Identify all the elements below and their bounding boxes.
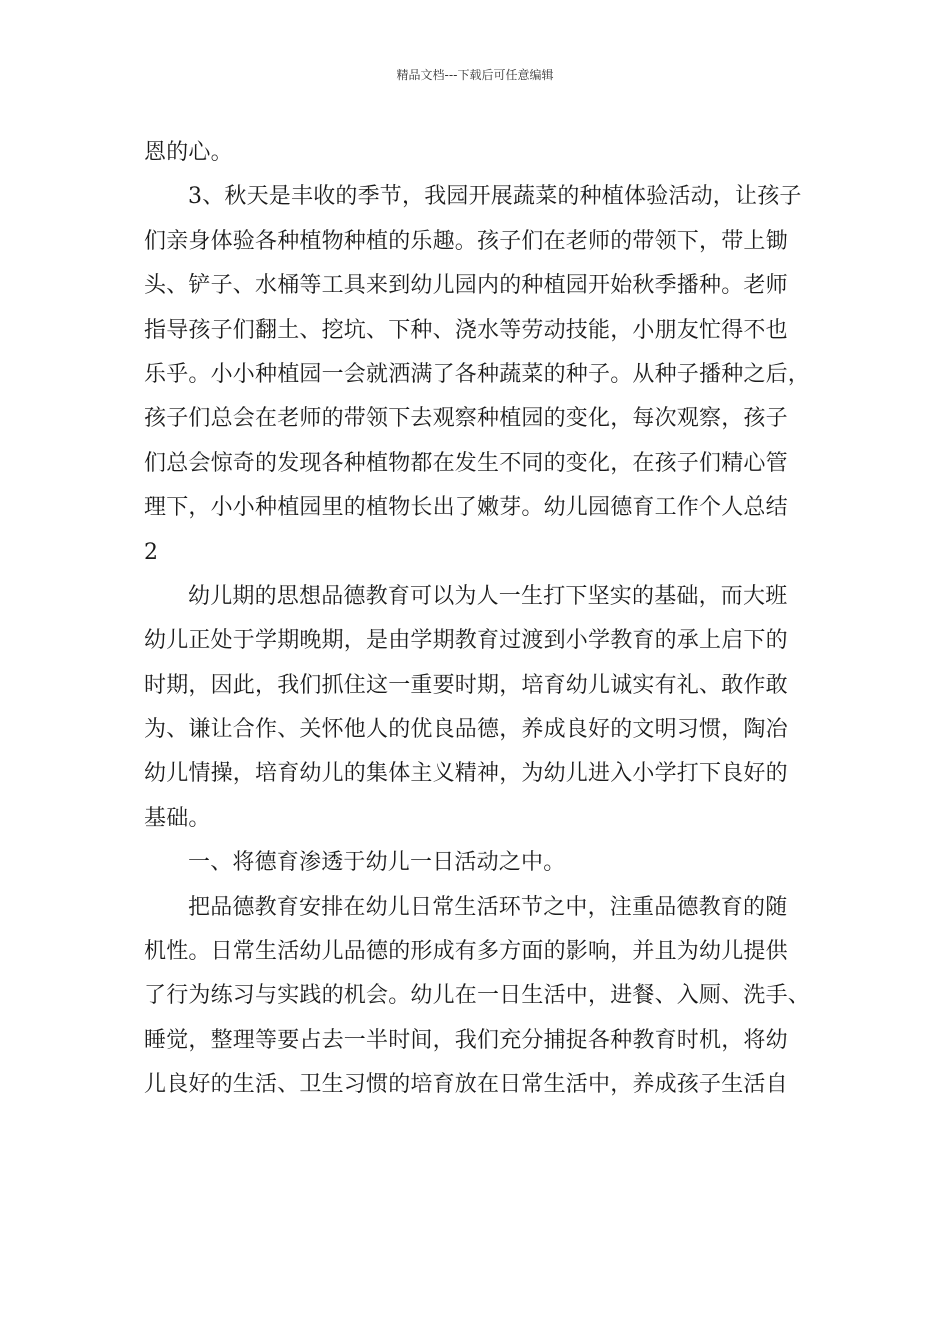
section-heading: 一、将德育渗透于幼儿一日活动之中。 <box>188 850 566 876</box>
text-line: 乐乎。小小种植园一会就洒满了各种蔬菜的种子。从种子播种之后， <box>144 361 811 387</box>
paragraph-start: 3、秋天是丰收的季节，我园开展蔬菜的种植体验活动，让孩子 <box>188 184 802 210</box>
text-line: 机性。日常生活幼儿品德的形成有多方面的影响，并且为幼儿提供 <box>144 939 788 965</box>
page-header: 精品文档---下载后可任意编辑 <box>396 68 554 82</box>
text-line: 幼儿正处于学期晚期，是由学期教育过渡到小学教育的承上启下的 <box>144 628 788 654</box>
text-line: 基础。 <box>144 805 211 831</box>
text-line: 时期，因此，我们抓住这一重要时期，培育幼儿诚实有礼、敢作敢 <box>144 672 788 698</box>
text-line: 为、谦让合作、关怀他人的优良品德，养成良好的文明习惯，陶冶 <box>144 717 788 743</box>
text-line: 指导孩子们翻土、挖坑、下种、浇水等劳动技能，小朋友忙得不也 <box>144 317 788 343</box>
text-line: 头、铲子、水桶等工具来到幼儿园内的种植园开始秋季播种。老师 <box>144 273 788 299</box>
text-line: 恩的心。 <box>144 140 233 165</box>
text-line: 儿良好的生活、卫生习惯的培育放在日常生活中，养成孩子生活自 <box>144 1072 788 1098</box>
text-line: 理下，小小种植园里的植物长出了嫩芽。幼儿园德育工作个人总结 <box>144 495 788 521</box>
paragraph-start: 把品德教育安排在幼儿日常生活环节之中，注重品德教育的随 <box>188 894 788 920</box>
paragraph-start: 幼儿期的思想品德教育可以为人一生打下坚实的基础，而大班 <box>188 583 788 609</box>
document-body <box>144 131 824 1108</box>
text-line: 了行为练习与实践的机会。幼儿在一日生活中，进餐、入厕、洗手、 <box>144 983 811 1009</box>
text-line: 2 <box>144 539 159 565</box>
text-line: 们总会惊奇的发现各种植物都在发生不同的变化，在孩子们精心管 <box>144 450 788 476</box>
text-line: 幼儿情操，培育幼儿的集体主义精神，为幼儿进入小学打下良好的 <box>144 761 788 787</box>
text-line: 睡觉，整理等要占去一半时间，我们充分捕捉各种教育时机，将幼 <box>144 1027 788 1053</box>
text-line: 孩子们总会在老师的带领下去观察种植园的变化，每次观察，孩子 <box>144 406 788 432</box>
text-line: 们亲身体验各种植物种植的乐趣。孩子们在老师的带领下，带上锄 <box>144 228 788 254</box>
